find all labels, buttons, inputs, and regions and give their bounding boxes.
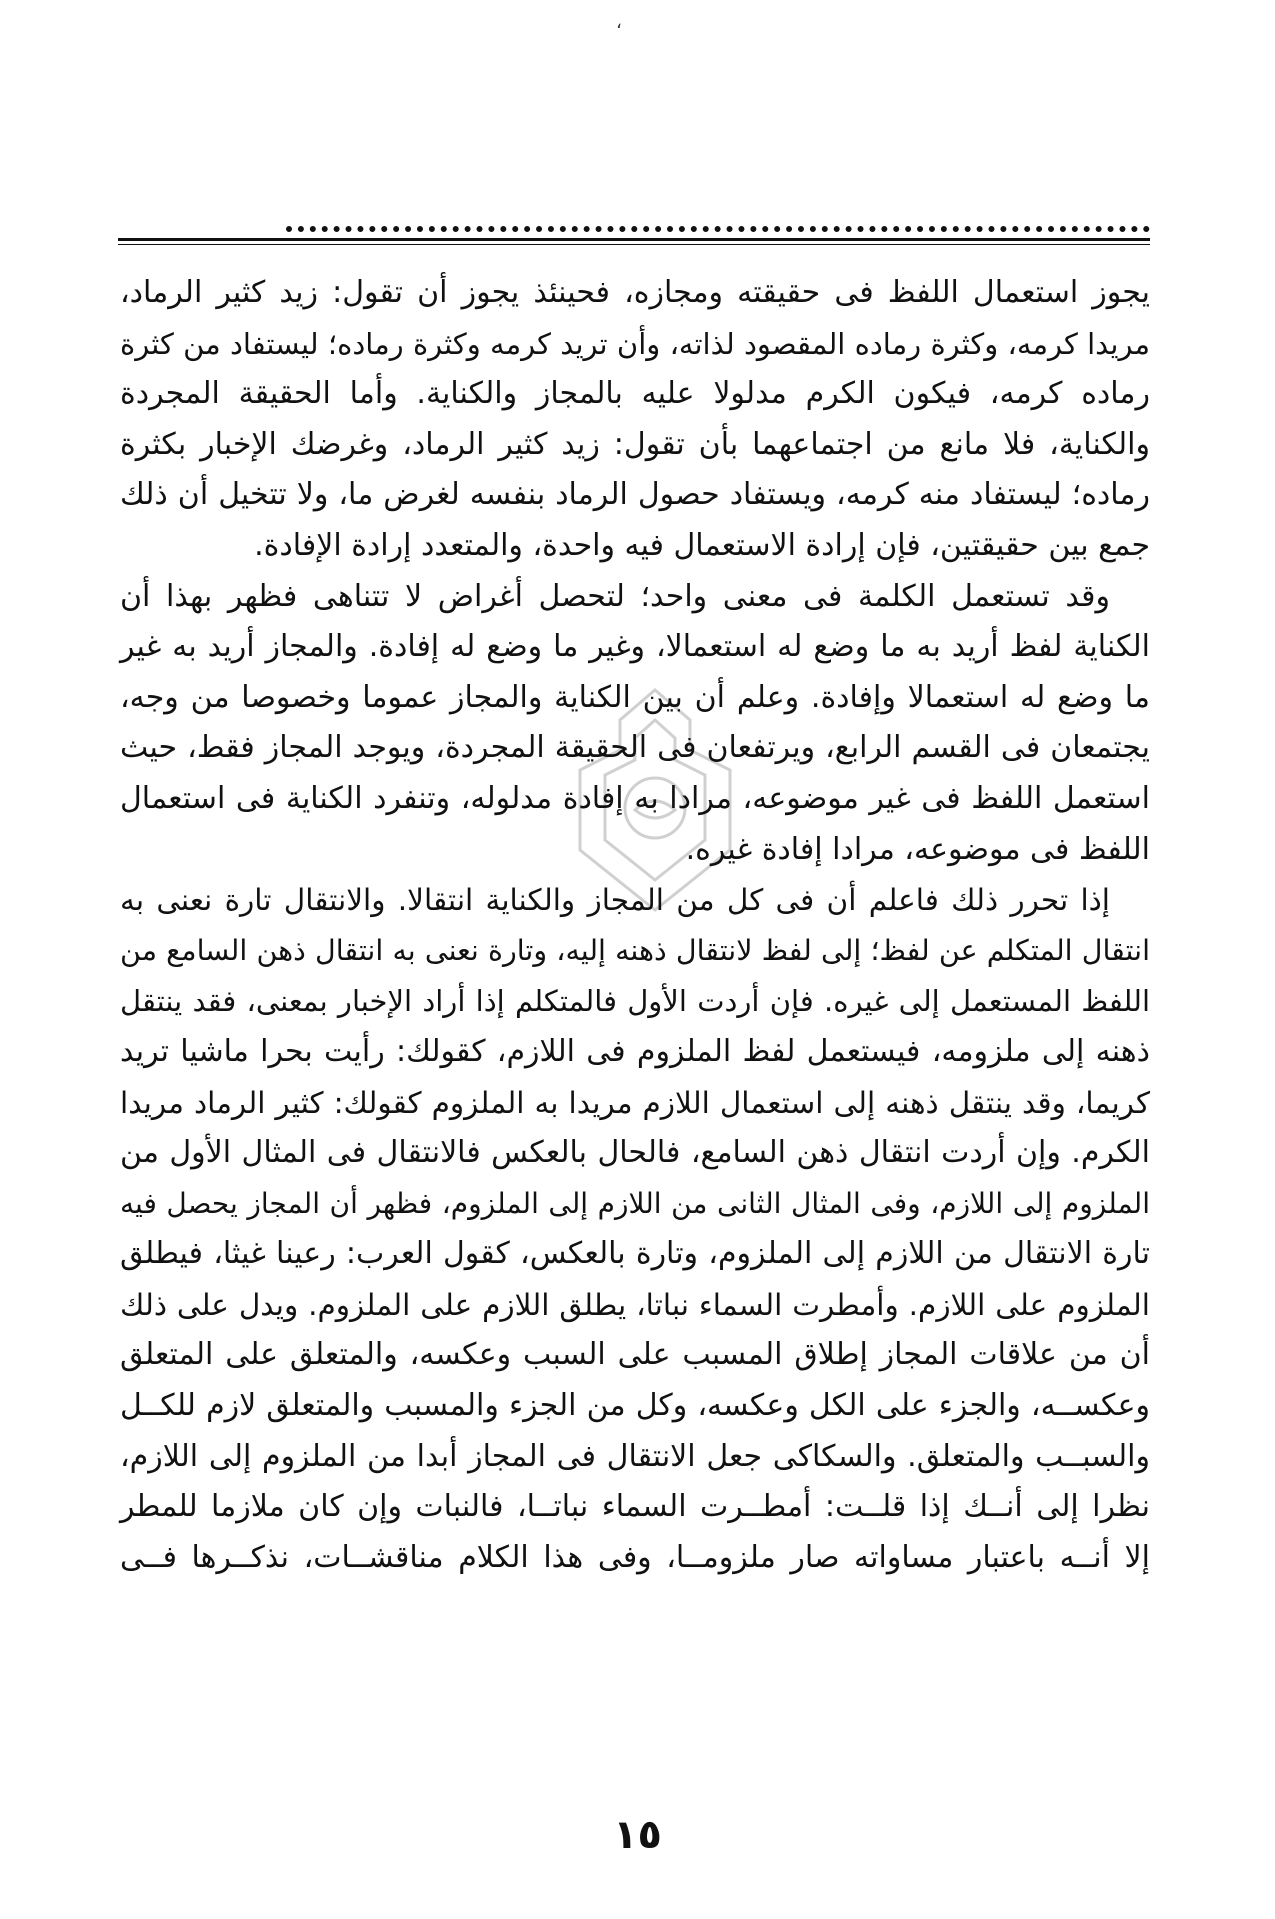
text-line: وقد تستعمل الكلمة فى معنى واحد؛ لتحصل أغراض لا تتناهى فظهر بهذا أن <box>120 578 1110 614</box>
text-line: ذهنه إلى ملزومه، فيستعمل لفظ الملزوم فى اللازم، كقولك: رأيت بحرا ماشيا تريد <box>120 1033 1150 1069</box>
text-line: أن من علاقات المجاز إطلاق المسبب على السبب وعكسه، والمتعلق على المتعلق <box>120 1337 1150 1373</box>
thick-rule <box>118 238 1150 241</box>
text-line: نظرا إلى أنــك إذا قلــت: أمطــرت السماء نباتــا، فالنبات وإن كان ملازما للمطر <box>120 1489 1150 1525</box>
text-line: استعمل اللفظ فى غير موضوعه، مرادا به إفادة مدلوله، وتنفرد الكناية فى استعمال <box>120 780 1150 816</box>
body-text <box>120 268 1150 1583</box>
text-line: انتقال المتكلم عن لفظ؛ إلى لفظ لانتقال ذهنه إليه، وتارة نعنى به انتقال ذهن السامع من <box>120 933 1150 967</box>
text-line: اللفظ المستعمل إلى غيره. فإن أردت الأول فالمتكلم إذا أراد الإخبار بمعنى، فقد ينتقل <box>120 984 1150 1019</box>
dotted-rule <box>286 226 1150 238</box>
text-line: يجتمعان فى القسم الرابع، ويرتفعان فى الحقيقة المجردة، ويوجد المجاز فقط، حيث <box>120 730 1150 766</box>
text-line: تارة الانتقال من اللازم إلى الملزوم، وتارة بالعكس، كقول العرب: رعينا غيثا، فيطلق <box>120 1236 1150 1272</box>
header-rule <box>118 226 1150 248</box>
text-line: إذا تحرر ذلك فاعلم أن فى كل من المجاز والكناية انتقالا. والانتقال تارة نعنى به <box>120 883 1110 918</box>
text-line: والسبــب والمتعلق. والسكاكى جعل الانتقال فى المجاز أبدا من الملزوم إلى اللازم، <box>120 1438 1150 1474</box>
text-line: مريدا كرمه، وكثرة رماده المقصود لذاته، وأن تريد كرمه وكثرة رماده؛ ليستفاد من كثرة <box>120 326 1150 361</box>
text-line: الكرم. وإن أردت انتقال ذهن السامع، فالحال بالعكس فالانتقال فى المثال الأول من <box>120 1135 1150 1171</box>
text-line: الكناية لفظ أريد به ما وضع له استعمالا، وغير ما وضع له إفادة. والمجاز أريد به غير <box>120 629 1150 665</box>
top-mark: ، <box>616 12 622 33</box>
page-number: ١٥ <box>613 1812 662 1858</box>
text-line: جمع بين حقيقتين، فإن إرادة الاستعمال فيه واحدة، والمتعدد إرادة الإفادة. <box>254 527 1150 563</box>
text-line: والكناية، فلا مانع من اجتماعهما بأن تقول: زيد كثير الرماد، وغرضك الإخبار بكثرة <box>120 426 1150 462</box>
text-line: إلا أنــه باعتبار مساواته صار ملزومــا، وفى هذا الكلام مناقشــات، نذكــرها فــى <box>120 1539 1150 1575</box>
text-line: كريما، وقد ينتقل ذهنه إلى استعمال اللازم مريدا به الملزوم كقولك: كثير الرماد مريدا <box>120 1085 1150 1120</box>
text-line: يجوز استعمال اللفظ فى حقيقته ومجازه، فحينئذ يجوز أن تقول: زيد كثير الرماد، <box>120 275 1150 310</box>
text-line: رماده كرمه، فيكون الكرم مدلولا عليه بالمجاز والكناية. وأما الحقيقة المجردة <box>120 376 1150 412</box>
thin-rule <box>118 244 1150 245</box>
text-line: الملزوم إلى اللازم، وفى المثال الثانى من اللازم إلى الملزوم، فظهر أن المجاز يحصل فيه <box>120 1186 1150 1220</box>
text-line: الملزوم على اللازم. وأمطرت السماء نباتا، يطلق اللازم على الملزوم. ويدل على ذلك <box>120 1287 1150 1322</box>
text-line: وعكســه، والجزء على الكل وعكسه، وكل من الجزء والمسبب والمتعلق لازم للكــل <box>120 1388 1150 1424</box>
text-line: رماده؛ ليستفاد منه كرمه، ويستفاد حصول الرماد بنفسه لغرض ما، ولا تتخيل أن ذلك <box>120 477 1150 513</box>
text-line: ما وضع له استعمالا وإفادة. وعلم أن بين الكناية والمجاز عموما وخصوصا من وجه، <box>120 679 1150 715</box>
text-line: اللفظ فى موضوعه، مرادا إفادة غيره. <box>685 831 1150 867</box>
